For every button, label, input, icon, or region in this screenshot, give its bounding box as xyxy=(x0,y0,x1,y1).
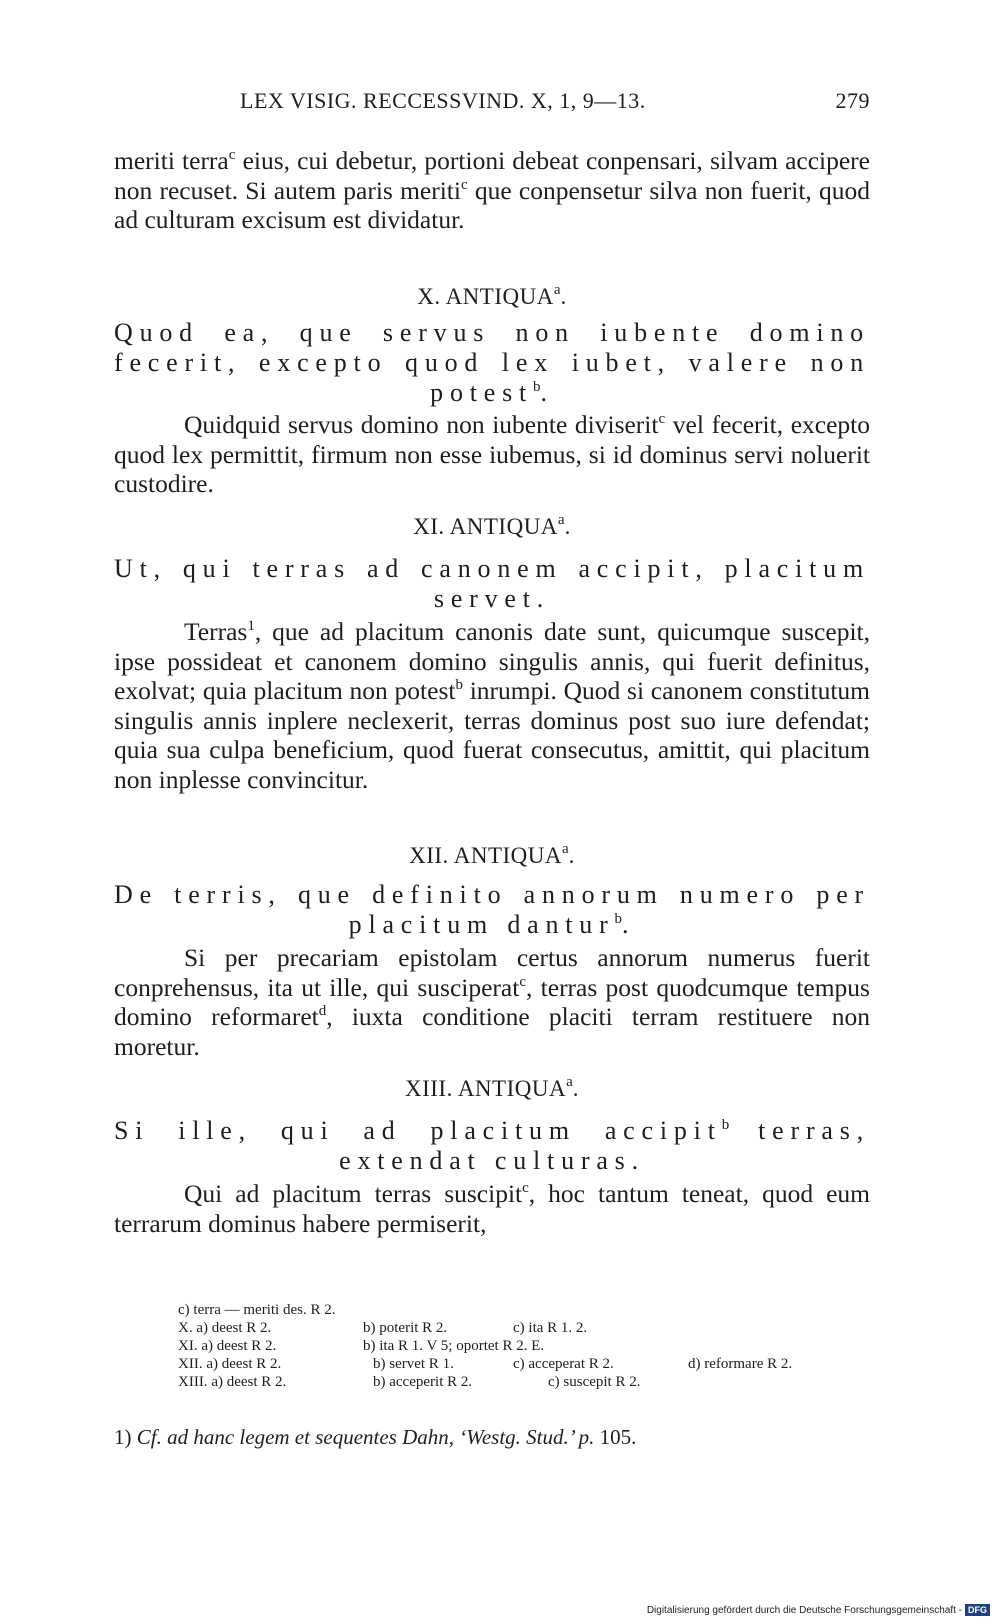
footnote: 1) Cf. ad hanc legem et sequentes Dahn, ‘Westg. Stud.’ p. 105. xyxy=(114,1425,637,1449)
chapter-heading-x: X. ANTIQUA$^a$. xyxy=(417,282,567,309)
apparatus-line: X. a) deest R 2. b) poterit R 2. c) ita R 1. 2. xyxy=(178,1320,588,1336)
note-marker: c xyxy=(460,176,468,193)
chapter-heading-xii: XII. ANTIQUA$^a$. xyxy=(409,841,575,868)
rubric-xiii: Si ille, qui ad placitum accipit$^b$ terras, extendat culturas. xyxy=(114,1116,870,1175)
chapter-heading-xiii: XIII. ANTIQUA$^a$. xyxy=(405,1074,579,1101)
running-title: LEX VISIG. RECCESSVIND. X, 1, 9—13. xyxy=(240,88,646,113)
opening-paragraph: meriti terra$^c$ eius, cui debetur, portioni debeat conpensari, silvam accipere non recuset. Si autem paris meriti$^c$ que conpensetur silva non fuerit, quod ad culturam excisum est dividatur. xyxy=(114,146,871,234)
apparatus-line: c) terra — meriti des. R 2. xyxy=(178,1302,336,1318)
law-text-xii: Si per precariam epistolam certus annorum numerus fuerit conprehensus, ita ut ille, qui susciperat$^c$, terras post quodcumque tempus domino reformaret$^d$, iuxta conditione placiti terram restituere non moretur. xyxy=(114,943,870,1061)
apparatus-line: XI. a) deest R 2. b) ita R 1. V 5; oportet R 2. E. xyxy=(178,1338,545,1354)
chapter-heading-xi: XI. ANTIQUA$^a$. xyxy=(413,512,571,539)
rubric-xi: Ut, qui terras ad canonem accipit, placitum servet. xyxy=(114,554,870,613)
critical-apparatus xyxy=(178,1301,878,1391)
rubric-x: Quod ea, que servus non iubente domino fecerit, excepto quod lex iubet, valere non potest$^b$. xyxy=(114,318,870,407)
dfg-logo: DFG xyxy=(965,1604,990,1616)
apparatus-line: XIII. a) deest R 2. b) acceperit R 2. c) suscepit R 2. xyxy=(178,1374,641,1390)
law-text-xiii: Qui ad placitum terras suscipit$^c$, hoc tantum teneat, quod eum terrarum dominus habere permiserit, xyxy=(114,1179,870,1238)
law-text-x: Quidquid servus domino non iubente diviserit$^c$ vel fecerit, excepto quod lex permittit, firmum non esse iubemus, si id dominus servi noluerit custodire. xyxy=(114,410,870,498)
digitization-credit: Digitalisierung gefördert durch die Deutsche Forschungsgemeinschaft - DFG xyxy=(647,1604,990,1616)
law-text-xi: Terras$^1$, que ad placitum canonis date sunt, quicumque suscepit, ipse possideat et canonem domino singulis annis, qui fuerit definitus, exolvat; quia placitum non potest$^b$ inrumpi. Quod si canonem constitutum singulis annis inplere neclexerit, terras dominus post suo iure defendat; quia sua culpa beneficium, quod fuerat consecutus, amittit, qui placitum non inplesse convincitur. xyxy=(114,617,871,794)
page-number: 279 xyxy=(835,88,870,113)
rubric-xii: De terris, que definito annorum numero per placitum dantur$^b$. xyxy=(114,880,870,939)
apparatus-line: XII. a) deest R 2. b) servet R 1. c) acceperat R 2. d) reformare R 2. xyxy=(178,1356,793,1372)
note-marker: c xyxy=(228,147,236,163)
